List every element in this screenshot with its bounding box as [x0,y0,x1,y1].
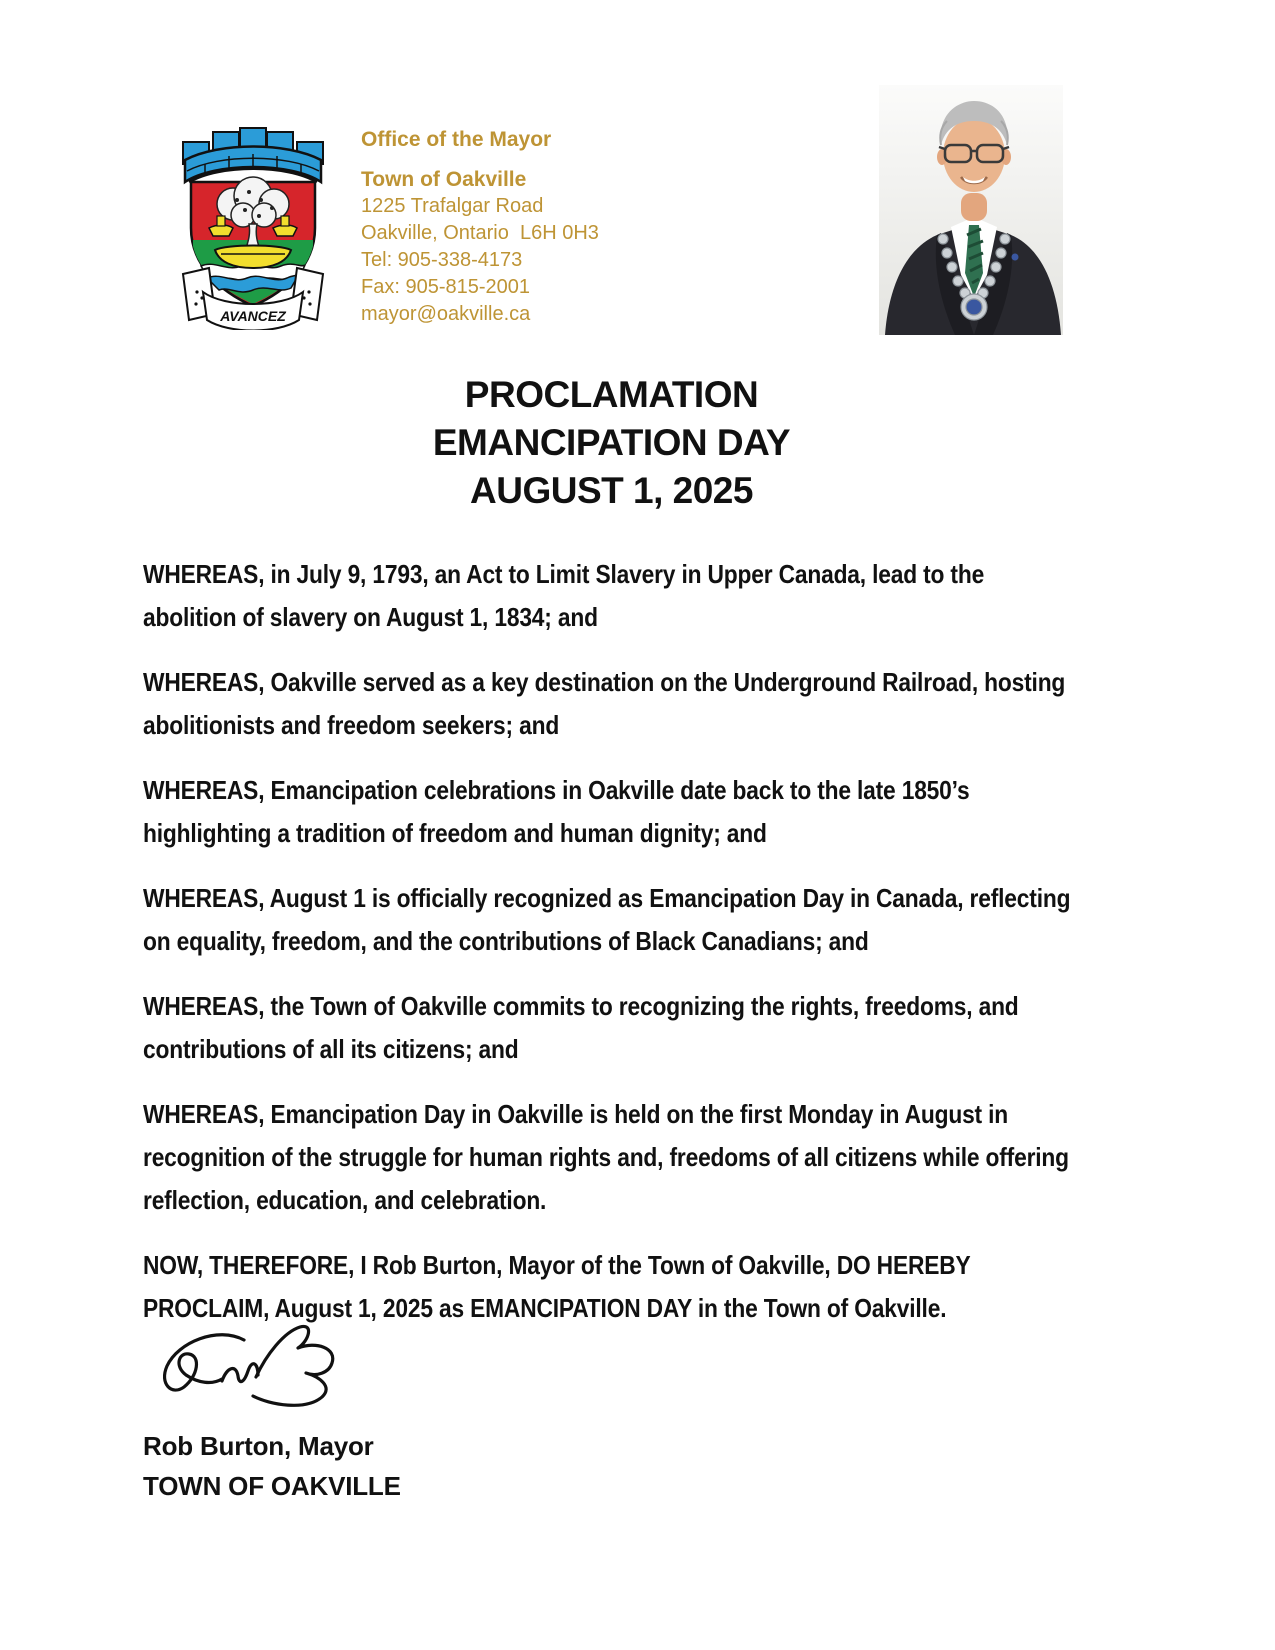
office-title: Office of the Mayor [361,128,552,151]
phone-number: Tel: 905-338-4173 [361,249,523,271]
email-address: mayor@oakville.ca [361,303,531,325]
whereas-paragraph-1: WHEREAS, in July 9, 1793, an Act to Limit Slavery in Upper Canada, lead to the abolition of slavery on August 1, 1834; and [143,559,985,632]
fax-number: Fax: 905-815-2001 [361,276,531,298]
address-line-1: 1225 Trafalgar Road [361,195,544,217]
whereas-paragraph-5: WHEREAS, the Town of Oakville commits to recognizing the rights, freedoms, and contributions of all its citizens; and [143,991,1019,1064]
mayor-portrait-photo [879,85,1063,335]
mayor-signature [148,1318,398,1413]
signatory-organization: TOWN OF OAKVILLE [143,1471,401,1501]
signature-icon [148,1318,388,1408]
title-line-2: EMANCIPATION DAY [432,422,791,463]
whereas-paragraph-4: WHEREAS, August 1 is officially recognized as Emancipation Day in Canada, reflecting on equality, freedom, and the contributions of Black Canadians; and [143,883,1071,956]
lapel-pin [1012,254,1019,261]
title-line-1: PROCLAMATION [464,374,759,415]
document-title [143,371,1080,515]
organization-name: Town of Oakville [361,168,527,191]
signoff-block [143,1426,401,1506]
mayor-portrait-illustration [879,85,1063,335]
whereas-paragraph-3: WHEREAS, Emancipation celebrations in Oakville date back to the late 1850’s highlighting a tradition of freedom and human dignity; and [143,775,970,848]
crest-motto-text: AVANCEZ [220,308,286,324]
title-line-3: AUGUST 1, 2025 [470,470,753,511]
crest-mural-crown [183,128,323,182]
town-crest-logo [175,116,331,330]
coat-of-arms-icon [175,116,331,330]
whereas-paragraph-6: WHEREAS, Emancipation Day in Oakville is held on the first Monday in August in recognition of the struggle for human rights and, freedoms of all citizens while offering reflection, education, and celebration. [143,1099,1069,1215]
proclamation-statement: NOW, THEREFORE, I Rob Burton, Mayor of the Town of Oakville, DO HEREBY PROCLAIM, August 1, 2025 as EMANCIPATION DAY in the Town of Oakville. [143,1250,971,1323]
whereas-paragraph-2: WHEREAS, Oakville served as a key destination on the Underground Railroad, hosting abolitionists and freedom seekers; and [143,667,1066,740]
signatory-name: Rob Burton, Mayor [143,1431,374,1461]
address-line-2: Oakville, Ontario L6H 0H3 [361,222,599,244]
proclamation-body [143,553,1080,1352]
letterhead [361,126,599,328]
